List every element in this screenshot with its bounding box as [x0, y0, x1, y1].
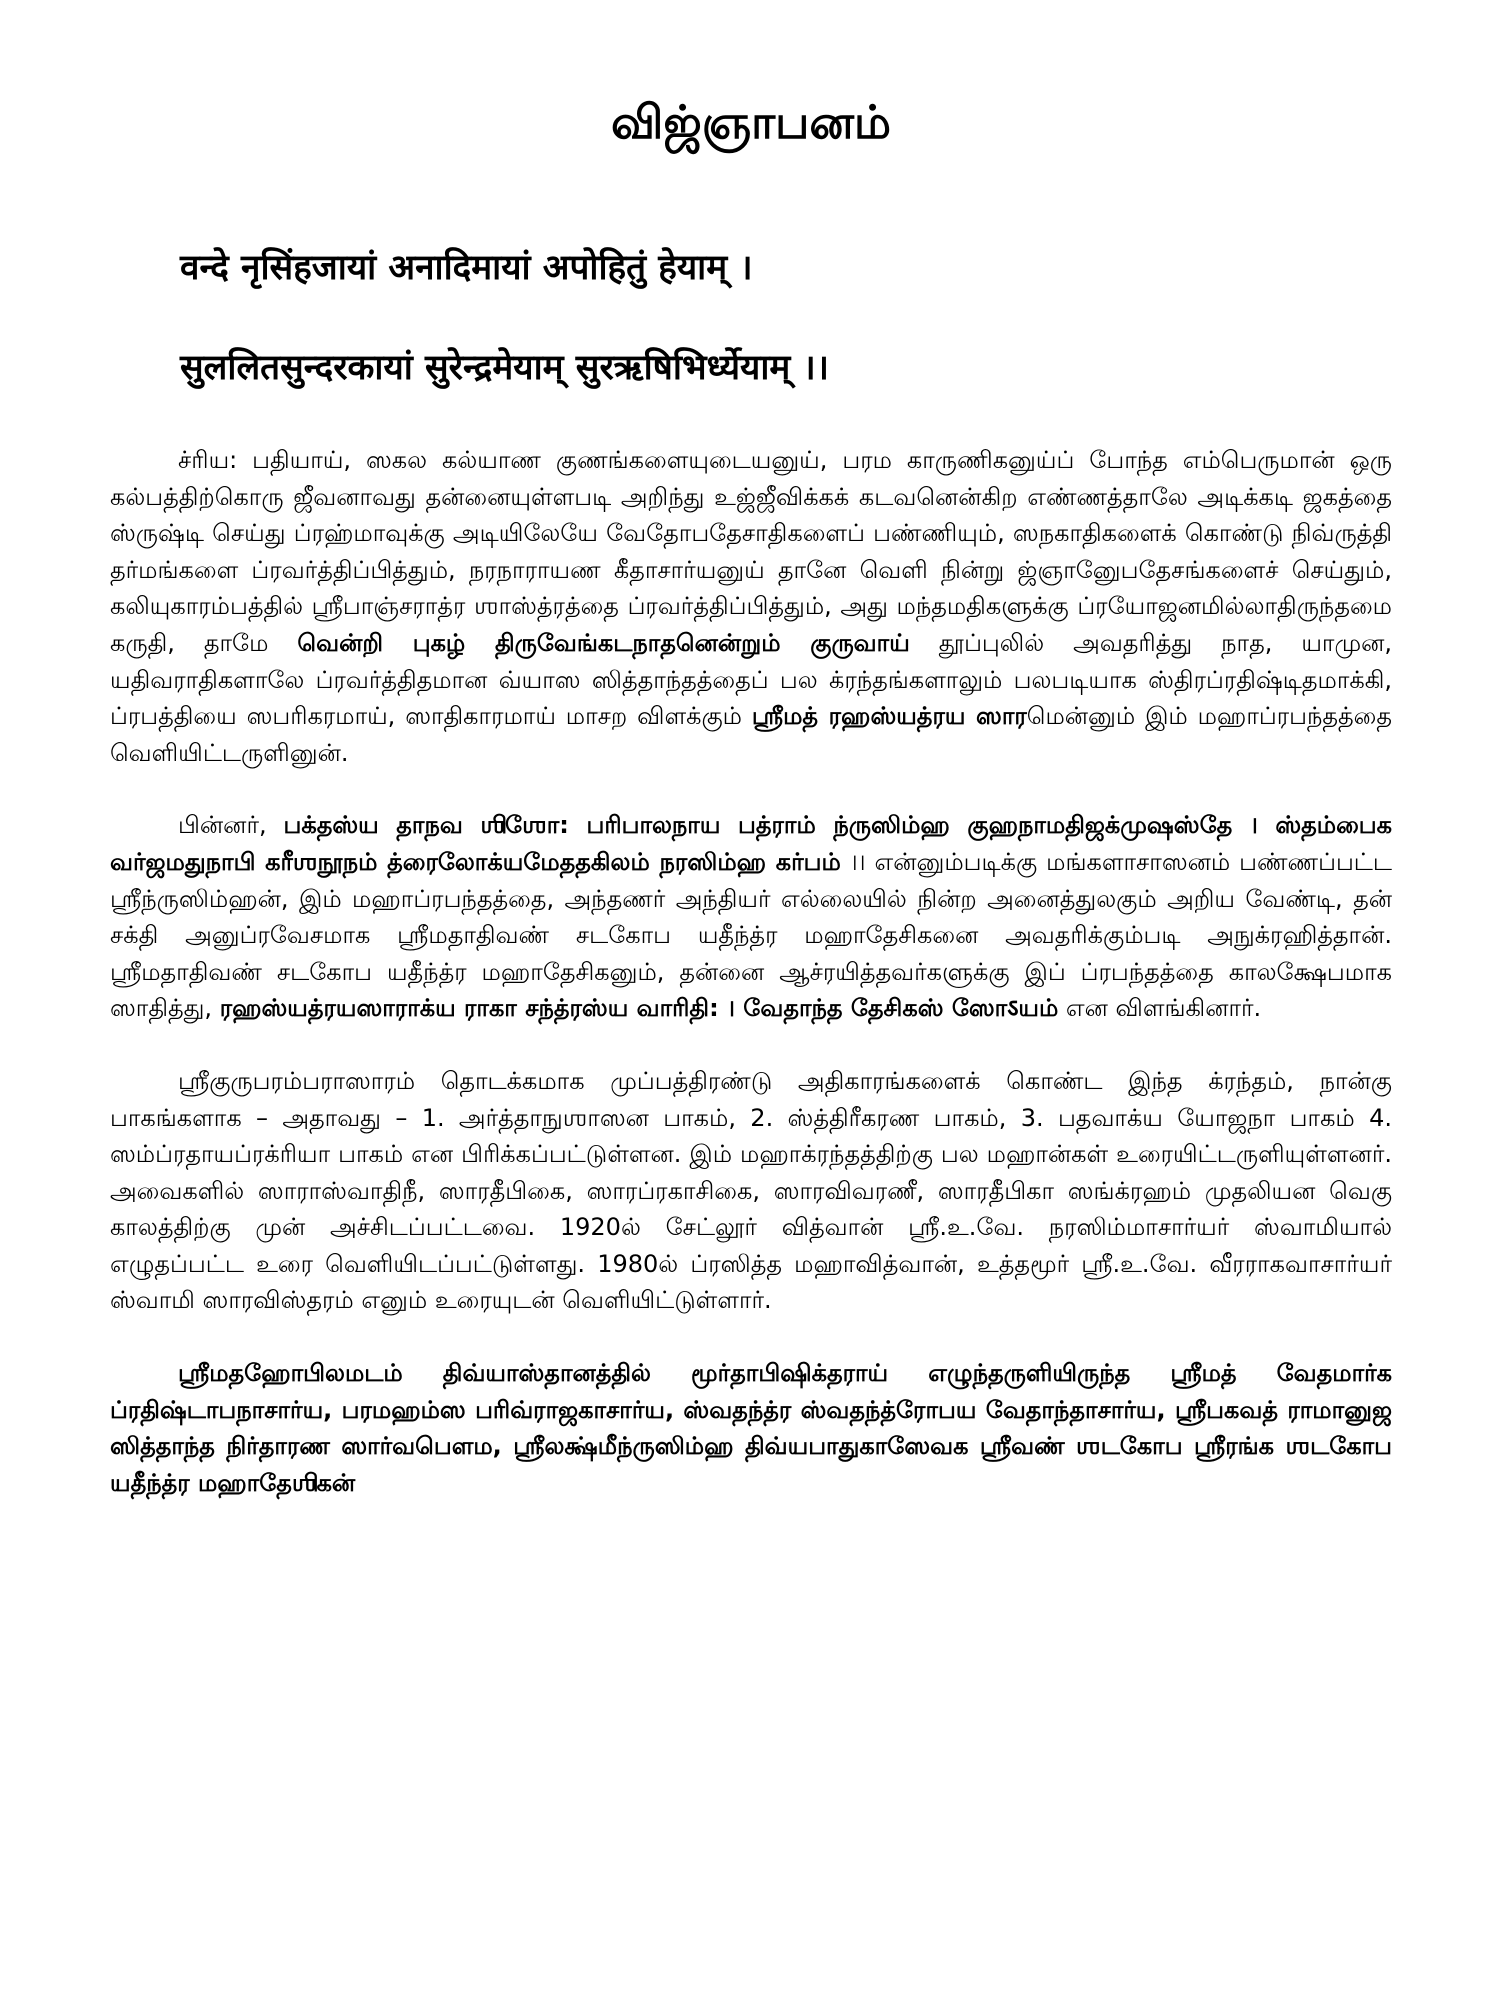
paragraph-1-text-c: மென்னும் இம் மஹாப்ரபந்தத்தை வெளியிட்டருளினுன்.	[110, 702, 1393, 767]
paragraph-2-bold-a: பக்தஸ்ய தாநவ ஶிஶோ: பரிபாலநாய பத்ராம் ந்ருஸிம்ஹ குஹநாமதிஜக்முஷஸ்தே । ஸ்தம்பைக வர்ஜமதுநாபி கரீஶநூநம் த்ரைலோக்யமேததகிலம் நரஸிம்ஹ கர்பம்	[110, 811, 1393, 876]
paragraph-1-bold-b: ஸ்ரீமத் ரஹஸ்யத்ரய ஸார	[751, 702, 1027, 731]
paragraph-2-bold-b: ரஹஸ்யத்ரயஸாராக்ய ராகா சந்த்ரஸ்ய வாரிதி: । வேதாந்த தேசிகஸ் ஸோऽயம்	[219, 994, 1059, 1023]
verse-line-2: सुललितसुन्दरकायां सुरेन्द्रमेयाम् सुरऋषिभिर्ध्येयाम् ।।	[180, 348, 830, 388]
sanskrit-verse-block	[110, 242, 1392, 394]
paragraph-2-text-a: பின்னர்,	[178, 811, 284, 840]
paragraph-2-text-b: ।। என்னும்படிக்கு மங்களாசாஸனம் பண்ணப்பட்ட ஸ்ரீந்ருஸிம்ஹன், இம் மஹாப்ரபந்தத்தை, அந்தணர் அந்தியர் எல்லையில் நின்ற அனைத்துலகும் அறிய வேண்டி, தன் சக்தி அனுப்ரவேசமாக ஸ்ரீமதாதிவண் சடகோப யதீந்த்ர மஹாதேசிகனை அவதரிக்கும்படி அநுக்ரஹித்தான். ஸ்ரீமதாதிவண் சடகோப யதீந்த்ர மஹாதேசிகனும், தன்னை ஆச்ரயித்தவர்களுக்கு இப் ப்ரபந்தத்தை காலக்ஷேபமாக ஸாதித்து,	[110, 847, 1393, 1023]
paragraph-1	[110, 442, 1392, 771]
paragraph-1-text-a: ச்ரிய: பதியாய், ஸகல கல்யாண குணங்களையுடையனுய், பரம காருணிகனுய்ப் போந்த எம்பெருமான் ஒரு கல்பத்திற்கொரு ஜீவனாவது தன்னையுள்ளபடி அறிந்து உஜ்ஜீவிக்கக் கடவனென்கிற எண்ணத்தாலே அடிக்கடி ஜகத்தை ஸ்ருஷ்டி செய்து ப்ரஹ்மாவுக்கு அடியிலேயே வேதோபதேசாதிகளைப் பண்ணியும், ஸநகாதிகளைக் கொண்டு நிவ்ருத்தி தர்மங்களை ப்ரவர்த்திப்பித்தும், நரநாராயண கீதாசார்யனுய் தானே வெளி நின்று ஜ்ஞானுேபதேசங்களைச் செய்தும், கலியுகாரம்பத்தில் ஸ்ரீபாஞ்சராத்ர ஶாஸ்த்ரத்தை ப்ரவர்த்திப்பித்தும், அது மந்தமதிகளுக்கு ப்ரயோஜனமில்லாதிருந்தமை கருதி, தாமே	[110, 446, 1392, 657]
verse-line-1: वन्दे नृसिंहजायां अनादिमायां अपोहितुं हेयाम् ।	[180, 248, 753, 288]
paragraph-3: ஸ்ரீகுருபரம்பராஸாரம் தொடக்கமாக முப்பத்திரண்டு அதிகாரங்களைக் கொண்ட இந்த க்ரந்தம், நான்கு பாகங்களாக – அதாவது – 1. அர்த்தாநுஶாஸன பாகம், 2. ஸ்த்திரீகரண பாகம், 3. பதவாக்ய யோஜநா பாகம் 4. ஸம்ப்ரதாயப்ரக்ரியா பாகம் என பிரிக்கப்பட்டுள்ளன. இம் மஹாக்ரந்தத்திற்கு பல மஹான்கள் உரையிட்டருளியுள்ளனர். அவைகளில் ஸாராஸ்வாதிநீ, ஸாரதீபிகை, ஸாரப்ரகாசிகை, ஸாரவிவரணீ, ஸாரதீபிகா ஸங்க்ரஹம் முதலியன வெகு காலத்திற்கு முன் அச்சிடப்பட்டவை. 1920ல் சேட்லூர் வித்வான் ஸ்ரீ.உ.வே. நரஸிம்மாசார்யர் ஸ்வாமியால் எழுதப்பட்ட உரை வெளியிடப்பட்டுள்ளது. 1980ல் ப்ரஸித்த மஹாவித்வான், உத்தமூர் ஸ்ரீ.உ.வே. வீரராகவாசார்யர் ஸ்வாமி ஸாரவிஸ்தரம் எனும் உரையுடன் வெளியிட்டுள்ளார்.	[110, 1066, 1392, 1315]
paragraph-2-text-c: என விளங்கினார்.	[1058, 994, 1262, 1023]
page-title: விஜ்ஞாபனம்	[611, 95, 891, 149]
paragraph-1-text-b: தூப்புலில் அவதரித்து நாத, யாமுன, யதிவராதிகளாலே ப்ரவர்த்திதமான வ்யாஸ ஸித்தாந்தத்தைப் பல க்ரந்தங்களாலும் பலபடியாக ஸ்திரப்ரதிஷ்டிதமாக்கி, ப்ரபத்தியை ஸபரிகரமாய், ஸாதிகாரமாய் மாசற விளக்கும்	[110, 628, 1393, 731]
paragraph-1-bold-a: வென்றி புகழ் திருவேங்கடநாதனென்றும் குருவாய்	[297, 628, 910, 657]
paragraph-4: ஸ்ரீமதஹோபிலமடம் திவ்யாஸ்தானத்தில் மூர்தாபிஷிக்தராய் எழுந்தருளியிருந்த ஸ்ரீமத் வேதமார்க ப்ரதிஷ்டாபநாசார்ய, பரமஹம்ஸ பரிவ்ராஜகாசார்ய, ஸ்வதந்த்ர ஸ்வதந்த்ரோபய வேதாந்தாசார்ய, ஸ்ரீபகவத் ராமானுஜ ஸித்தாந்த நிர்தாரண ஸார்வபௌம, ஸ்ரீலக்ஷ்மீந்ருஸிம்ஹ திவ்யபாதுகாஸேவக ஸ்ரீவண் ஶடகோப ஸ்ரீரங்க ஶடகோப யதீந்த்ர மஹாதேஶிகன்	[110, 1359, 1392, 1497]
paragraph-2	[110, 807, 1392, 1027]
